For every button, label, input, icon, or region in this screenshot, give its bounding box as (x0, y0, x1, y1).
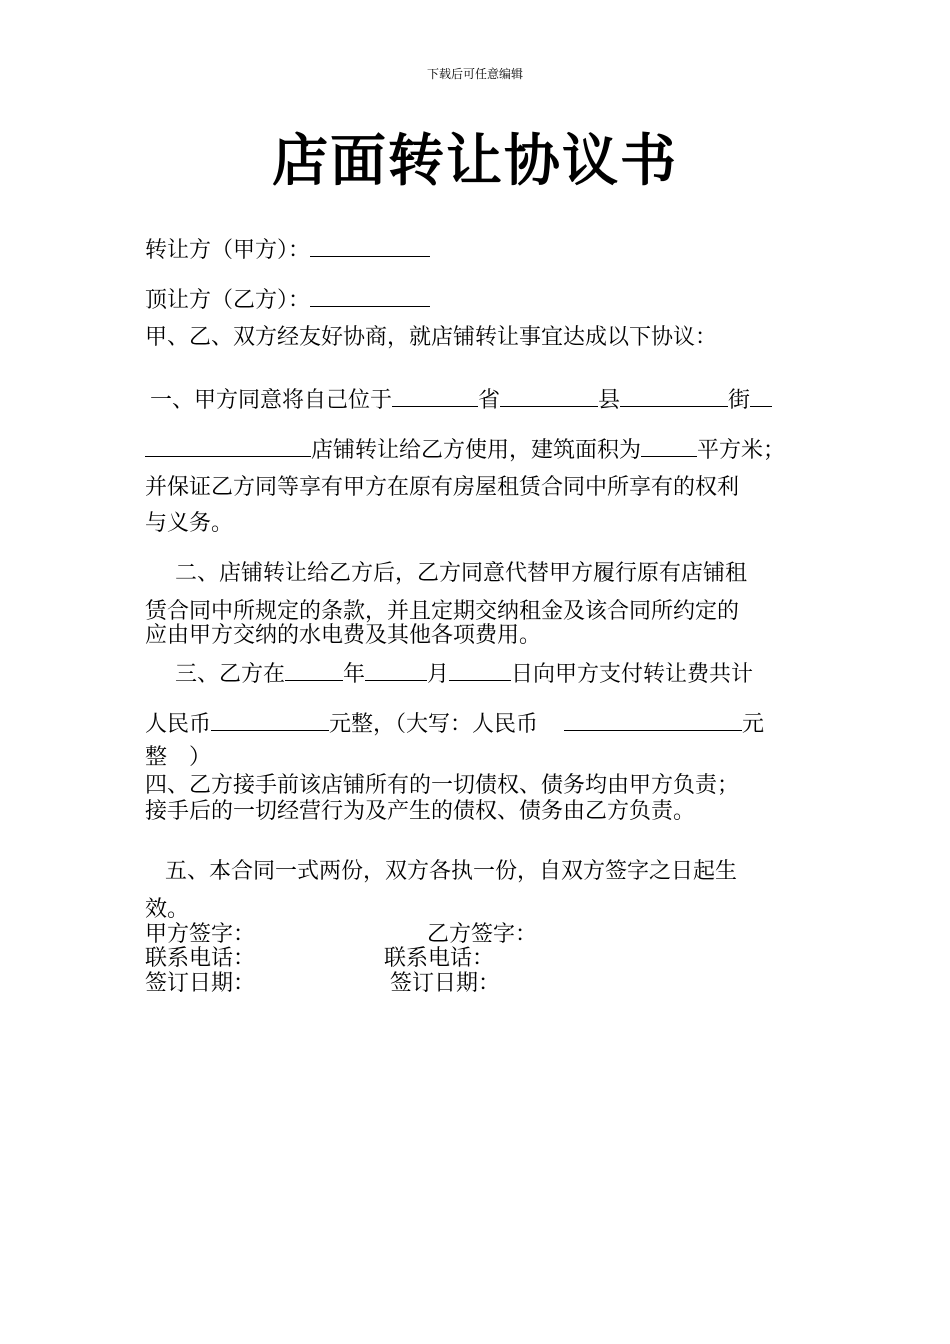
day-text: 日向甲方支付转让费共计 (511, 662, 754, 687)
clause4-line2: 接手后的一切经营行为及产生的债权、债务由乙方负责。 (145, 799, 696, 824)
clause5-line1: 五、本合同一式两份，双方各执一份，自双方签字之日起生 (165, 859, 738, 884)
party-b-phone-label: 联系电话： (384, 946, 495, 971)
clause1-prefix: 一、甲方同意将自己位于 (150, 388, 393, 413)
clause1-transfer: 店铺转让给乙方使用，建筑面积为 (311, 438, 642, 463)
clause1-line2 (145, 436, 815, 465)
clause3-line2 (145, 710, 815, 739)
clause3-prefix: 三、乙方在 (175, 662, 286, 687)
transferee-label: 顶让方（乙方）： (145, 288, 311, 313)
party-a-date-label: 签订日期： (145, 971, 256, 996)
party-a-signature-label: 甲方签字： (145, 922, 256, 947)
clause2-line1: 二、店铺转让给乙方后，乙方同意代替甲方履行原有店铺租 (175, 561, 748, 586)
transferor-blank[interactable] (310, 236, 430, 257)
clause2-line3: 应由甲方交纳的水电费及其他各项费用。 (145, 623, 542, 648)
street-blank-tail[interactable] (750, 386, 772, 407)
intro-text: 甲、乙、双方经友好协商，就店铺转让事宜达成以下协议： (145, 325, 718, 350)
clause2-line2: 赁合同中所规定的条款，并且定期交纳租金及该合同所约定的 (145, 599, 740, 624)
month-blank[interactable] (365, 660, 427, 681)
day-blank[interactable] (449, 660, 511, 681)
yuan-label: 元整，（大写：人民币 (329, 712, 539, 737)
year-blank[interactable] (285, 660, 343, 681)
area-blank[interactable] (641, 436, 697, 457)
transferor-line (145, 236, 815, 265)
clause1-line1 (150, 386, 820, 415)
clause4-line1: 四、乙方接手前该店铺所有的一切债权、债务均由甲方负责； (145, 773, 740, 798)
year-label: 年 (343, 662, 366, 687)
month-label: 月 (427, 662, 450, 687)
clause1-line3: 并保证乙方同等享有甲方在原有房屋租赁合同中所享有的权利 (145, 475, 740, 500)
party-b-date-label: 签订日期： (390, 971, 501, 996)
amount-blank[interactable] (211, 710, 329, 731)
transferee-line (145, 286, 815, 315)
party-a-phone-label: 联系电话： (145, 946, 256, 971)
province-blank[interactable] (392, 386, 478, 407)
yuan-label-2: 元 (742, 712, 765, 737)
county-blank[interactable] (500, 386, 598, 407)
clause3-line1 (175, 660, 845, 689)
rmb-label: 人民币 (145, 712, 212, 737)
clause1-line4: 与义务。 (145, 511, 234, 536)
transferor-label: 转让方（甲方）： (145, 238, 311, 263)
county-label: 县 (598, 388, 621, 413)
clause3-line3: 整 ） (145, 745, 212, 770)
header-note: 下载后可任意编辑 (426, 67, 523, 81)
amount-words-blank[interactable] (564, 710, 742, 731)
province-label: 省 (478, 388, 501, 413)
party-b-signature-label: 乙方签字： (427, 922, 538, 947)
transferee-blank[interactable] (310, 286, 430, 307)
document-title: 店面转让协议书 (272, 129, 678, 194)
address-blank[interactable] (145, 436, 311, 457)
street-blank[interactable] (620, 386, 728, 407)
street-label: 街 (728, 388, 751, 413)
clause5-line2: 效。 (145, 897, 190, 922)
area-unit: 平方米； (697, 438, 786, 463)
